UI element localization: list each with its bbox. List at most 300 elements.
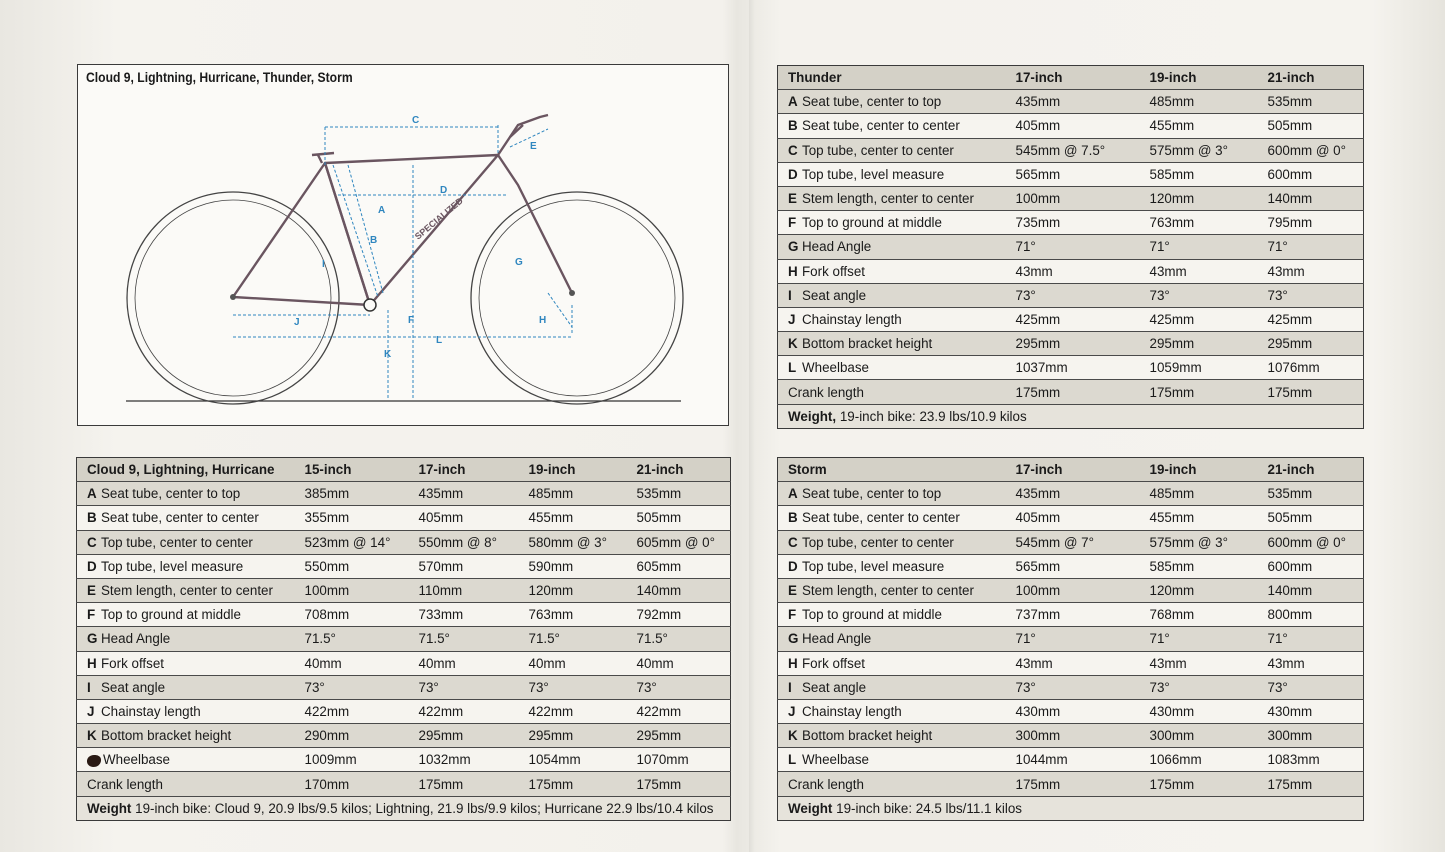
weight-text: 19-inch bike: Cloud 9, 20.9 lbs/9.5 kilos; Lightning, 21.9 lbs/9.9 kilos; Hurricane 22.9 lbs/10.4 kilos <box>135 800 714 816</box>
table-row <box>778 578 1364 602</box>
dimension-letter: J <box>788 311 796 327</box>
dimension-letter: C <box>788 142 798 158</box>
value-cell: 175mm <box>627 772 731 796</box>
dimension-letter: K <box>87 728 97 744</box>
value-cell: 73° <box>295 675 409 699</box>
bottom-bracket <box>364 299 376 311</box>
value-cell: 763mm <box>1140 211 1258 235</box>
value-cell: 455mm <box>519 506 627 530</box>
weight-label: Weight, <box>788 408 837 424</box>
row-label: Wheelbase <box>103 752 170 768</box>
value-cell: 1066mm <box>1140 748 1258 772</box>
row-label: Chainstay length <box>802 703 902 719</box>
value-cell: 43mm <box>1258 259 1364 283</box>
row-label-cell <box>77 627 295 651</box>
weight-row <box>77 796 731 820</box>
value-cell: 545mm @ 7.5° <box>1006 138 1140 162</box>
label-f: F <box>408 315 415 326</box>
dimension-letter: C <box>87 534 97 550</box>
table-row <box>77 724 731 748</box>
bike-frame <box>233 115 572 305</box>
label-h: H <box>539 315 547 326</box>
row-label: Fork offset <box>802 263 866 279</box>
value-cell: 300mm <box>1140 724 1258 748</box>
weight-text: 19-inch bike: 23.9 lbs/10.9 kilos <box>839 408 1027 424</box>
column-header: 21-inch <box>1258 458 1364 482</box>
row-label: Head Angle <box>101 631 171 647</box>
dimension-letter: E <box>788 583 797 599</box>
value-cell: 422mm <box>295 699 409 723</box>
table-row <box>778 162 1364 186</box>
table-row <box>778 235 1364 259</box>
dimension-letter: L <box>788 752 797 768</box>
row-label-cell <box>778 332 1006 356</box>
table-row <box>77 506 731 530</box>
value-cell: 535mm <box>627 482 731 506</box>
label-b: B <box>370 235 378 246</box>
row-label-cell <box>77 651 295 675</box>
value-cell: 140mm <box>627 578 731 602</box>
value-cell: 73° <box>1140 283 1258 307</box>
value-cell: 590mm <box>519 554 627 578</box>
value-cell: 570mm <box>409 554 519 578</box>
weight-cell <box>778 796 1364 820</box>
value-cell: 43mm <box>1006 259 1140 283</box>
table-row <box>778 90 1364 114</box>
table-row <box>77 772 731 796</box>
value-cell: 1076mm <box>1258 356 1364 380</box>
value-cell: 485mm <box>1140 90 1258 114</box>
table-row <box>778 482 1364 506</box>
value-cell: 71.5° <box>295 627 409 651</box>
row-label: Stem length, center to center <box>802 191 974 207</box>
row-label: Seat angle <box>101 679 166 695</box>
dimension-letter: I <box>87 679 91 695</box>
dimension-letter: L <box>788 360 797 376</box>
value-cell: 71.5° <box>627 627 731 651</box>
row-label: Head Angle <box>802 239 872 255</box>
row-label-cell <box>778 235 1006 259</box>
value-cell: 355mm <box>295 506 409 530</box>
value-cell: 71° <box>1140 627 1258 651</box>
row-label-cell <box>778 356 1006 380</box>
row-label-cell <box>778 114 1006 138</box>
value-cell: 175mm <box>1258 380 1364 404</box>
row-label: Wheelbase <box>802 752 869 768</box>
value-cell: 73° <box>519 675 627 699</box>
value-cell: 1059mm <box>1140 356 1258 380</box>
column-header: 15-inch <box>295 458 409 482</box>
row-label: Seat angle <box>802 287 867 303</box>
dimension-letter: K <box>788 336 798 352</box>
row-label: Bottom bracket height <box>802 336 933 352</box>
value-cell: 485mm <box>519 482 627 506</box>
dimension-letter: F <box>788 215 797 231</box>
row-label-cell <box>77 554 295 578</box>
dimension-letter: E <box>788 191 797 207</box>
weight-cell <box>77 796 731 820</box>
table-header-row <box>778 66 1364 90</box>
frame-geometry-diagram <box>77 64 729 426</box>
table-row <box>77 482 731 506</box>
dimension-letter: A <box>788 486 798 502</box>
row-label: Top tube, level measure <box>101 558 244 574</box>
table-row <box>778 748 1364 772</box>
dimension-letter: B <box>87 510 97 526</box>
value-cell: 485mm <box>1140 482 1258 506</box>
label-l: L <box>436 335 443 346</box>
dimension-letter: G <box>788 239 799 255</box>
value-cell: 523mm @ 14° <box>295 530 409 554</box>
row-label: Crank length <box>788 384 864 400</box>
dimension-letter: A <box>788 94 798 110</box>
dimension-letter: G <box>788 631 799 647</box>
row-label-cell <box>778 748 1006 772</box>
value-cell: 800mm <box>1258 603 1364 627</box>
value-cell: 175mm <box>1140 380 1258 404</box>
table-title: Storm <box>778 458 1006 482</box>
value-cell: 405mm <box>409 506 519 530</box>
table-row <box>778 506 1364 530</box>
value-cell: 795mm <box>1258 211 1364 235</box>
row-label-cell <box>778 506 1006 530</box>
value-cell: 422mm <box>519 699 627 723</box>
value-cell: 600mm @ 0° <box>1258 530 1364 554</box>
dimension-letter: H <box>788 263 798 279</box>
table-row <box>77 627 731 651</box>
value-cell: 120mm <box>1140 578 1258 602</box>
value-cell: 110mm <box>409 578 519 602</box>
row-label-cell <box>778 675 1006 699</box>
value-cell: 73° <box>1006 675 1140 699</box>
row-label-cell <box>778 307 1006 331</box>
row-label-cell <box>778 283 1006 307</box>
table-row <box>778 307 1364 331</box>
table-row <box>77 748 731 772</box>
value-cell: 120mm <box>1140 186 1258 210</box>
table-row <box>77 578 731 602</box>
row-label-cell <box>778 530 1006 554</box>
row-label-cell <box>77 482 295 506</box>
value-cell: 535mm <box>1258 482 1364 506</box>
row-label: Top to ground at middle <box>802 607 942 623</box>
value-cell: 175mm <box>1258 772 1364 796</box>
value-cell: 300mm <box>1006 724 1140 748</box>
thunder-spec-table <box>777 65 1364 429</box>
table-row <box>778 283 1364 307</box>
row-label: Top tube, center to center <box>101 534 253 550</box>
value-cell: 565mm <box>1006 162 1140 186</box>
label-i: I <box>322 259 325 270</box>
front-wheel <box>471 192 683 404</box>
dimension-letter: C <box>788 534 798 550</box>
dimension-letter: H <box>87 655 97 671</box>
value-cell: 300mm <box>1258 724 1364 748</box>
table-row <box>778 138 1364 162</box>
table-row <box>778 699 1364 723</box>
value-cell: 422mm <box>627 699 731 723</box>
row-label: Stem length, center to center <box>802 583 974 599</box>
row-label-cell <box>77 772 295 796</box>
value-cell: 295mm <box>627 724 731 748</box>
row-label: Seat tube, center to center <box>802 510 960 526</box>
table-row <box>77 603 731 627</box>
dimension-letter: K <box>788 728 798 744</box>
row-label: Stem length, center to center <box>101 583 273 599</box>
row-label: Fork offset <box>101 655 165 671</box>
dimension-letter: D <box>788 166 798 182</box>
row-label-cell <box>778 627 1006 651</box>
row-label: Seat angle <box>802 679 867 695</box>
dimension-letter: G <box>87 631 98 647</box>
value-cell: 43mm <box>1140 651 1258 675</box>
value-cell: 120mm <box>519 578 627 602</box>
row-label-cell <box>778 482 1006 506</box>
value-cell: 71.5° <box>409 627 519 651</box>
value-cell: 295mm <box>1258 332 1364 356</box>
row-label-cell <box>778 186 1006 210</box>
value-cell: 505mm <box>1258 506 1364 530</box>
weight-row <box>778 796 1364 820</box>
value-cell: 405mm <box>1006 506 1140 530</box>
value-cell: 763mm <box>519 603 627 627</box>
dimension-letter: I <box>788 287 792 303</box>
value-cell: 73° <box>627 675 731 699</box>
value-cell: 405mm <box>1006 114 1140 138</box>
value-cell: 1044mm <box>1006 748 1140 772</box>
value-cell: 175mm <box>519 772 627 796</box>
row-label-cell <box>778 554 1006 578</box>
value-cell: 73° <box>409 675 519 699</box>
value-cell: 425mm <box>1140 307 1258 331</box>
value-cell: 585mm <box>1140 554 1258 578</box>
value-cell: 175mm <box>1140 772 1258 796</box>
value-cell: 422mm <box>409 699 519 723</box>
value-cell: 73° <box>1258 675 1364 699</box>
column-header: 17-inch <box>1006 458 1140 482</box>
label-d: D <box>440 185 448 196</box>
table-header-row <box>778 458 1364 482</box>
row-label-cell <box>778 162 1006 186</box>
dimension-letter: F <box>788 607 797 623</box>
row-label-cell <box>778 699 1006 723</box>
value-cell: 455mm <box>1140 506 1258 530</box>
row-label: Head Angle <box>802 631 872 647</box>
table-row <box>778 724 1364 748</box>
column-header: 19-inch <box>519 458 627 482</box>
column-header: 21-inch <box>1258 66 1364 90</box>
row-label: Seat tube, center to top <box>802 94 942 110</box>
value-cell: 435mm <box>1006 482 1140 506</box>
table-row <box>778 332 1364 356</box>
dimension-letter: J <box>87 703 95 719</box>
value-cell: 295mm <box>409 724 519 748</box>
value-cell: 71° <box>1140 235 1258 259</box>
column-header: 17-inch <box>1006 66 1140 90</box>
row-label: Top tube, level measure <box>802 558 945 574</box>
table-row <box>778 211 1364 235</box>
value-cell: 435mm <box>409 482 519 506</box>
value-cell: 550mm <box>295 554 409 578</box>
label-k: K <box>384 349 392 360</box>
value-cell: 733mm <box>409 603 519 627</box>
value-cell: 170mm <box>295 772 409 796</box>
value-cell: 737mm <box>1006 603 1140 627</box>
table-title: Thunder <box>778 66 1006 90</box>
value-cell: 43mm <box>1140 259 1258 283</box>
value-cell: 71° <box>1258 235 1364 259</box>
value-cell: 1009mm <box>295 748 409 772</box>
value-cell: 565mm <box>1006 554 1140 578</box>
row-label: Top tube, center to center <box>802 142 954 158</box>
value-cell: 768mm <box>1140 603 1258 627</box>
rear-hub <box>230 294 236 300</box>
ink-blot-mark <box>87 755 101 767</box>
value-cell: 708mm <box>295 603 409 627</box>
value-cell: 140mm <box>1258 186 1364 210</box>
label-c: C <box>412 115 420 126</box>
value-cell: 430mm <box>1006 699 1140 723</box>
label-j: J <box>294 317 300 328</box>
value-cell: 535mm <box>1258 90 1364 114</box>
value-cell: 73° <box>1006 283 1140 307</box>
row-label: Fork offset <box>802 655 866 671</box>
table-row <box>77 530 731 554</box>
value-cell: 600mm @ 0° <box>1258 138 1364 162</box>
value-cell: 71° <box>1258 627 1364 651</box>
table-row <box>778 554 1364 578</box>
table-row <box>778 186 1364 210</box>
value-cell: 550mm @ 8° <box>409 530 519 554</box>
dimension-letter: F <box>87 607 96 623</box>
value-cell: 175mm <box>1006 380 1140 404</box>
front-hub <box>569 290 575 296</box>
cloud9-lightning-hurricane-spec-table <box>76 457 731 821</box>
value-cell: 580mm @ 3° <box>519 530 627 554</box>
column-header: 19-inch <box>1140 458 1258 482</box>
value-cell: 71° <box>1006 627 1140 651</box>
row-label: Chainstay length <box>101 703 201 719</box>
row-label: Wheelbase <box>802 360 869 376</box>
value-cell: 71° <box>1006 235 1140 259</box>
row-label-cell <box>778 380 1006 404</box>
value-cell: 73° <box>1258 283 1364 307</box>
row-label: Top tube, center to center <box>802 534 954 550</box>
value-cell: 40mm <box>519 651 627 675</box>
value-cell: 43mm <box>1258 651 1364 675</box>
value-cell: 71.5° <box>519 627 627 651</box>
value-cell: 792mm <box>627 603 731 627</box>
table-row <box>778 356 1364 380</box>
value-cell: 545mm @ 7° <box>1006 530 1140 554</box>
row-label-cell <box>778 578 1006 602</box>
column-header: 21-inch <box>627 458 731 482</box>
weight-text: 19-inch bike: 24.5 lbs/11.1 kilos <box>836 800 1022 816</box>
table-row <box>77 675 731 699</box>
frame-decal: SPECIALIZED <box>412 195 465 242</box>
row-label: Seat tube, center to top <box>101 486 241 502</box>
diagram-title: Cloud 9, Lightning, Hurricane, Thunder, Storm <box>86 70 353 85</box>
value-cell: 425mm <box>1006 307 1140 331</box>
value-cell: 505mm <box>627 506 731 530</box>
value-cell: 455mm <box>1140 114 1258 138</box>
value-cell: 1070mm <box>627 748 731 772</box>
row-label-cell <box>778 138 1006 162</box>
dimension-letter: I <box>788 679 792 695</box>
value-cell: 1083mm <box>1258 748 1364 772</box>
row-label-cell <box>778 603 1006 627</box>
row-label: Top tube, level measure <box>802 166 945 182</box>
value-cell: 575mm @ 3° <box>1140 530 1258 554</box>
value-cell: 100mm <box>1006 578 1140 602</box>
dimension-letter: B <box>788 118 798 134</box>
value-cell: 600mm <box>1258 162 1364 186</box>
label-a: A <box>378 205 386 216</box>
row-label-cell <box>77 603 295 627</box>
value-cell: 100mm <box>295 578 409 602</box>
row-label-cell <box>77 530 295 554</box>
row-label: Top to ground at middle <box>802 215 942 231</box>
value-cell: 40mm <box>627 651 731 675</box>
row-label-cell <box>77 699 295 723</box>
value-cell: 43mm <box>1006 651 1140 675</box>
dimension-letter: J <box>788 703 796 719</box>
value-cell: 290mm <box>295 724 409 748</box>
storm-spec-table <box>777 457 1364 821</box>
table-row <box>77 554 731 578</box>
value-cell: 425mm <box>1258 307 1364 331</box>
page-fold <box>749 0 755 852</box>
table-row <box>778 772 1364 796</box>
weight-row <box>778 404 1364 428</box>
value-cell: 600mm <box>1258 554 1364 578</box>
value-cell: 40mm <box>295 651 409 675</box>
row-label-cell <box>778 211 1006 235</box>
table-header-row <box>77 458 731 482</box>
row-label: Top to ground at middle <box>101 607 241 623</box>
row-label: Bottom bracket height <box>101 728 232 744</box>
value-cell: 1054mm <box>519 748 627 772</box>
dimension-letter: H <box>788 655 798 671</box>
row-label-cell <box>77 724 295 748</box>
row-label: Seat tube, center to top <box>802 486 942 502</box>
table-row <box>778 114 1364 138</box>
value-cell: 435mm <box>1006 90 1140 114</box>
row-label-cell <box>778 724 1006 748</box>
value-cell: 295mm <box>1140 332 1258 356</box>
row-label: Crank length <box>87 776 163 792</box>
value-cell: 430mm <box>1258 699 1364 723</box>
row-label-cell <box>77 506 295 530</box>
dimension-letter: D <box>788 558 798 574</box>
table-row <box>77 699 731 723</box>
weight-label: Weight <box>788 800 833 816</box>
value-cell: 605mm <box>627 554 731 578</box>
value-cell: 1032mm <box>409 748 519 772</box>
value-cell: 575mm @ 3° <box>1140 138 1258 162</box>
row-label-cell <box>778 772 1006 796</box>
dimension-letter: A <box>87 486 97 502</box>
value-cell: 73° <box>1140 675 1258 699</box>
table-row <box>778 530 1364 554</box>
table-row <box>77 651 731 675</box>
dimension-letter: E <box>87 583 96 599</box>
value-cell: 1037mm <box>1006 356 1140 380</box>
row-label: Crank length <box>788 776 864 792</box>
value-cell: 40mm <box>409 651 519 675</box>
table-row <box>778 603 1364 627</box>
row-label: Seat tube, center to center <box>802 118 960 134</box>
